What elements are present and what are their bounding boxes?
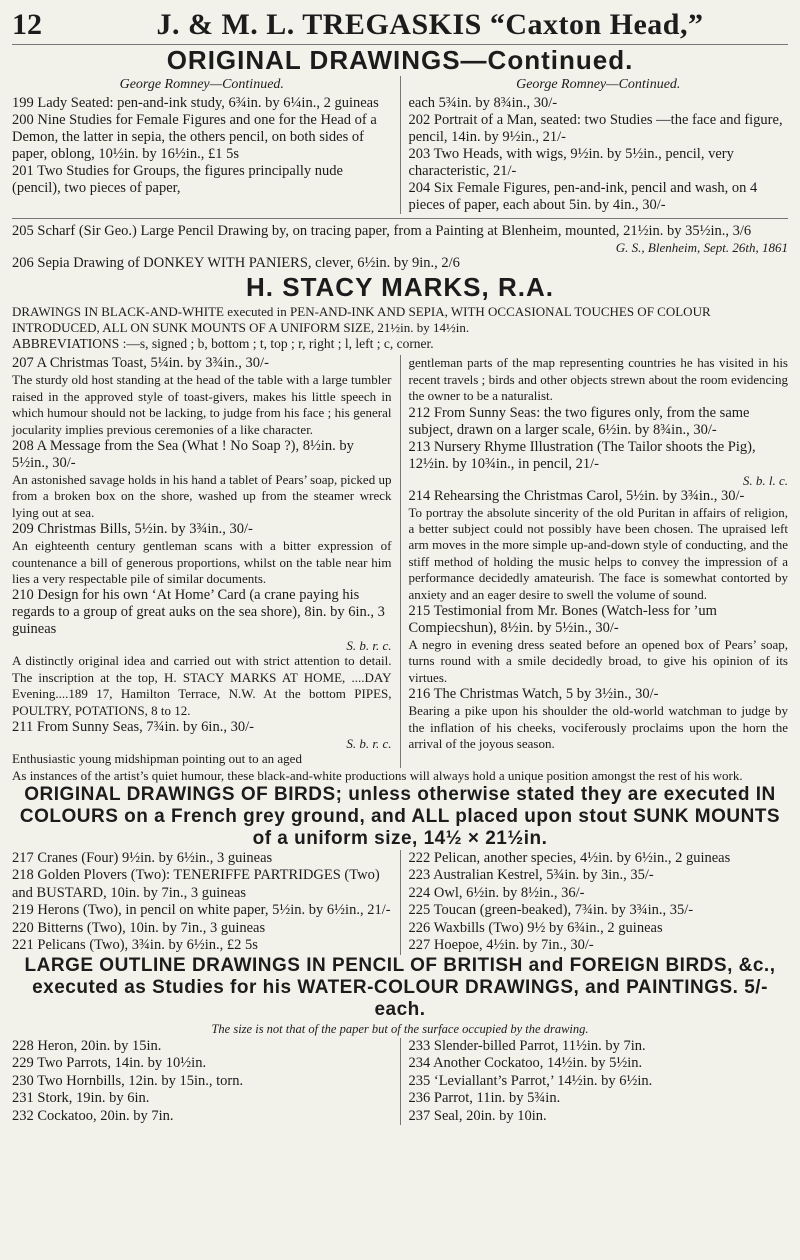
catalogue-entry: 227 Hoepoe, 4½in. by 7in., 30/- bbox=[408, 937, 594, 954]
catalogue-entry: 212 From Sunny Seas: the two figures only, from the same subject, drawn on a larger scale, 6½in. by 8¾in., 30/- bbox=[408, 404, 750, 438]
section-title: ORIGINAL DRAWINGS—Continued. bbox=[166, 45, 634, 75]
catalogue-entry: 225 Toucan (green-beaked), 7¾in. by 3¾in., 35/- bbox=[408, 902, 694, 919]
signature-note: S. b. r. c. bbox=[346, 736, 392, 752]
catalogue-entry: 231 Stork, 19in. by 6in. bbox=[12, 1090, 150, 1107]
catalogue-entry: 230 Two Hornbills, 12in. by 15in., torn. bbox=[12, 1072, 244, 1089]
catalogue-entry: 210 Design for his own ‘At Home’ Card (a crane paying his regards to a group of great auks on the sea shore), 8in. by 6in., 3 guineas bbox=[12, 587, 385, 638]
catalogue-entry: 221 Pelicans (Two), 3¾in. by 6½in., £2 5s bbox=[12, 937, 258, 954]
catalogue-entry: 229 Two Parrots, 14in. by 10½in. bbox=[12, 1055, 207, 1072]
catalogue-entry: 214 Rehearsing the Christmas Carol, 5½in. by 3¾in., 30/- bbox=[408, 487, 745, 504]
catalogue-entry: 234 Another Cockatoo, 14½in. by 5½in. bbox=[408, 1055, 643, 1072]
catalogue-entry: 223 Australian Kestrel, 5¾in. by 3in., 35/- bbox=[408, 867, 654, 884]
catalogue-entry: 205 Scharf (Sir Geo.) Large Pencil Drawing by, on tracing paper, from a Painting at Blenheim, mounted, 21½in. by 35½in., 3/6 bbox=[12, 223, 752, 240]
catalogue-entry: 199 Lady Seated: pen-and-ink study, 6¾in. by 6¼in., 2 guineas bbox=[12, 95, 379, 112]
signature-note: S. b. r. c. bbox=[346, 638, 392, 654]
catalogue-entry: 228 Heron, 20in. by 15in. bbox=[12, 1037, 162, 1054]
abbreviations-line: ABBREVIATIONS :—s, signed ; b, bottom ; t, top ; r, right ; l, left ; c, corner. bbox=[12, 336, 434, 352]
catalogue-entry: 206 Sepia Drawing of DONKEY WITH PANIERS, clever, 6½in. by 9in., 2/6 bbox=[12, 255, 460, 272]
entry-description: A distinctly original idea and carried out with strict attention to detail. The inscription at the top, H. STACY MARKS AT HOME, ....DAY Evening....189 17, Hamilton Terrace, N.W. At the bottom PIPES, POULTRY, POTATIONS, 8 to 12. bbox=[12, 653, 392, 718]
catalogue-entry: 220 Bitterns (Two), 10in. by 7in., 3 guineas bbox=[12, 919, 266, 936]
entry-description: To portray the absolute sincerity of the old Puritan in affairs of religion, a better subject could not possibly have been chosen. The upraised left arm moves in the more simple up-and-down style of conducting, and the stiff method of holding the music helps to convey the impression of a performance decidedly amateurish. The face is somewhat contorted by anxiety and an eager desire to swell the volume of sound. bbox=[408, 504, 788, 602]
outline-heading: LARGE OUTLINE DRAWINGS IN PENCIL OF BRITISH and FOREIGN BIRDS, &c., executed as Studies for his WATER-COLOUR DRAWINGS, and PAINTINGS. 5/- each. bbox=[24, 954, 776, 1020]
catalogue-entry: 200 Nine Studies for Female Figures and one for the Head of a Demon, the latter in sepia, the others pencil, on both sides of paper, oblong, 10½in. by 16½in., £1 5s bbox=[12, 112, 377, 163]
romney-left-heading: George Romney—Continued. bbox=[119, 77, 284, 93]
catalogue-entry: 203 Two Heads, with wigs, 9½in. by 5½in., pencil, very characteristic, 21/- bbox=[408, 146, 734, 180]
stacy-closing-note: As instances of the artist’s quiet humour, these black-and-white productions will always hold a unique position amongst the rest of his work. bbox=[12, 767, 743, 783]
outline-right-column bbox=[401, 1038, 789, 1126]
romney-right-column bbox=[401, 76, 789, 214]
catalogue-entry: 216 The Christmas Watch, 5 by 3½in., 30/- bbox=[408, 686, 659, 703]
birds-columns bbox=[12, 850, 788, 955]
catalogue-entry: 208 A Message from the Sea (What ! No Soap ?), 8½in. by 5½in., 30/- bbox=[12, 438, 354, 472]
entry-description: An astonished savage holds in his hand a tablet of Pears’ soap, picked up from a broken box on the shore, washed up from the steamer wreck lying out at sea. bbox=[12, 472, 392, 520]
catalogue-entry: 213 Nursery Rhyme Illustration (The Tailor shoots the Pig), 12½in. by 10¾in., in pencil, 21/- bbox=[408, 438, 756, 472]
running-title: J. & M. L. TREGASKIS “Caxton Head,” bbox=[156, 8, 704, 41]
catalogue-entry: 232 Cockatoo, 20in. by 7in. bbox=[12, 1107, 174, 1124]
catalogue-entry: 201 Two Studies for Groups, the figures principally nude (pencil), two pieces of paper, bbox=[12, 163, 343, 197]
catalogue-entry: 235 ‘Leviallant’s Parrot,’ 14½in. by 6½in. bbox=[408, 1072, 653, 1089]
running-header bbox=[12, 8, 788, 45]
birds-left-column bbox=[12, 850, 401, 955]
catalogue-entry: 222 Pelican, another species, 4½in. by 6½in., 2 guineas bbox=[408, 849, 731, 866]
catalogue-entry: 224 Owl, 6½in. by 8½in., 36/- bbox=[408, 884, 585, 901]
stacy-intro: DRAWINGS IN BLACK-AND-WHITE executed in PEN-AND-INK AND SEPIA, WITH OCCASIONAL TOUCHES OF COLOUR INTRODUCED, ALL ON SUNK MOUNTS OF A UNIFORM SIZE, 21½in. by 14½in. bbox=[12, 303, 711, 335]
catalogue-entry: 218 Golden Plovers (Two): TENERIFFE PARTRIDGES (Two) and BUSTARD, 10in. by 7in., 3 guineas bbox=[12, 867, 380, 901]
romney-right-heading: George Romney—Continued. bbox=[516, 77, 681, 93]
catalogue-entry: 226 Waxbills (Two) 9½ by 6¾in., 2 guineas bbox=[408, 919, 663, 936]
outline-left-column bbox=[12, 1038, 401, 1126]
size-note: The size is not that of the paper but of the surface occupied by the drawing. bbox=[211, 1021, 589, 1036]
catalogue-entry: 236 Parrot, 11in. by 5¾in. bbox=[408, 1090, 561, 1107]
page-number: 12 bbox=[12, 8, 42, 41]
catalogue-entry: 211 From Sunny Seas, 7¾in. by 6in., 30/- bbox=[12, 719, 254, 736]
entry-description: Enthusiastic young midshipman pointing out to an aged bbox=[12, 751, 302, 767]
catalogue-entry: 207 A Christmas Toast, 5¼in. by 3¾in., 30/- bbox=[12, 355, 269, 372]
catalogue-entry: 237 Seal, 20in. by 10in. bbox=[408, 1107, 547, 1124]
birds-heading: ORIGINAL DRAWINGS OF BIRDS; unless otherwise stated they are executed IN COLOURS on a French grey ground, and ALL placed upon stout SUNK MOUNTS of a uniform size, 14½ × 21½in. bbox=[19, 783, 781, 849]
stacy-left-column bbox=[12, 355, 401, 767]
romney-left-column bbox=[12, 76, 401, 214]
catalogue-entry: each 5¾in. by 8¾in., 30/- bbox=[408, 95, 558, 112]
catalogue-entry: 204 Six Female Figures, pen-and-ink, pencil and wash, on 4 pieces of paper, each about 5in. by 4in., 30/- bbox=[408, 180, 758, 214]
entry-description: gentleman parts of the map representing countries he has visited in his recent travels ; birds and other objects strewn about the room evidencing the owner to be a naturalist. bbox=[408, 355, 788, 404]
catalogue-entry: 217 Cranes (Four) 9½in. by 6½in., 3 guineas bbox=[12, 849, 273, 866]
inscription-note: G. S., Blenheim, Sept. 26th, 1861 bbox=[615, 240, 788, 256]
entry-description: A negro in evening dress seated before an opened box of Pears’ soap, turns round with a smile decidedly broad, to give his opinion of its virtues. bbox=[408, 637, 788, 685]
romney-columns bbox=[12, 76, 788, 214]
stacy-heading: H. STACY MARKS, R.A. bbox=[246, 272, 554, 303]
signature-note: S. b. l. c. bbox=[742, 472, 788, 488]
catalogue-entry: 219 Herons (Two), in pencil on white paper, 5½in. by 6½in., 21/- bbox=[12, 902, 391, 919]
stacy-columns bbox=[12, 355, 788, 767]
stacy-right-column bbox=[401, 355, 789, 767]
birds-right-column bbox=[401, 850, 789, 955]
catalogue-entry: 215 Testimonial from Mr. Bones (Watch-less for ’um Compiecshun), 8½in. by 5½in., 30/- bbox=[408, 603, 717, 637]
entry-description: An eighteenth century gentleman scans with a bitter expression of countenance a bill of generous proportions, whilst on the table near him lies a very respectable pile of similar documents. bbox=[12, 538, 392, 587]
catalogue-entry: 209 Christmas Bills, 5½in. by 3¾in., 30/- bbox=[12, 521, 253, 538]
catalogue-entry: 202 Portrait of a Man, seated: two Studies —the face and figure, pencil, 14in. by 9½in., 21/- bbox=[408, 112, 783, 146]
entry-description: Bearing a pike upon his shoulder the old-world watchman to judge by the inflation of his cheeks, vociferously proclaims upon the horn the arrival of the joyous season. bbox=[408, 703, 788, 752]
divider bbox=[12, 218, 788, 219]
outline-columns bbox=[12, 1038, 788, 1126]
catalogue-entry: 233 Slender-billed Parrot, 11½in. by 7in. bbox=[408, 1037, 646, 1054]
entry-description: The sturdy old host standing at the head of the table with a large tumbler raised in the approved style of toast-givers, makes his little speech in which humour should not be lacking, to judge from his face ; his general jocularity implies previous ceremonies of a like character. bbox=[12, 372, 392, 437]
